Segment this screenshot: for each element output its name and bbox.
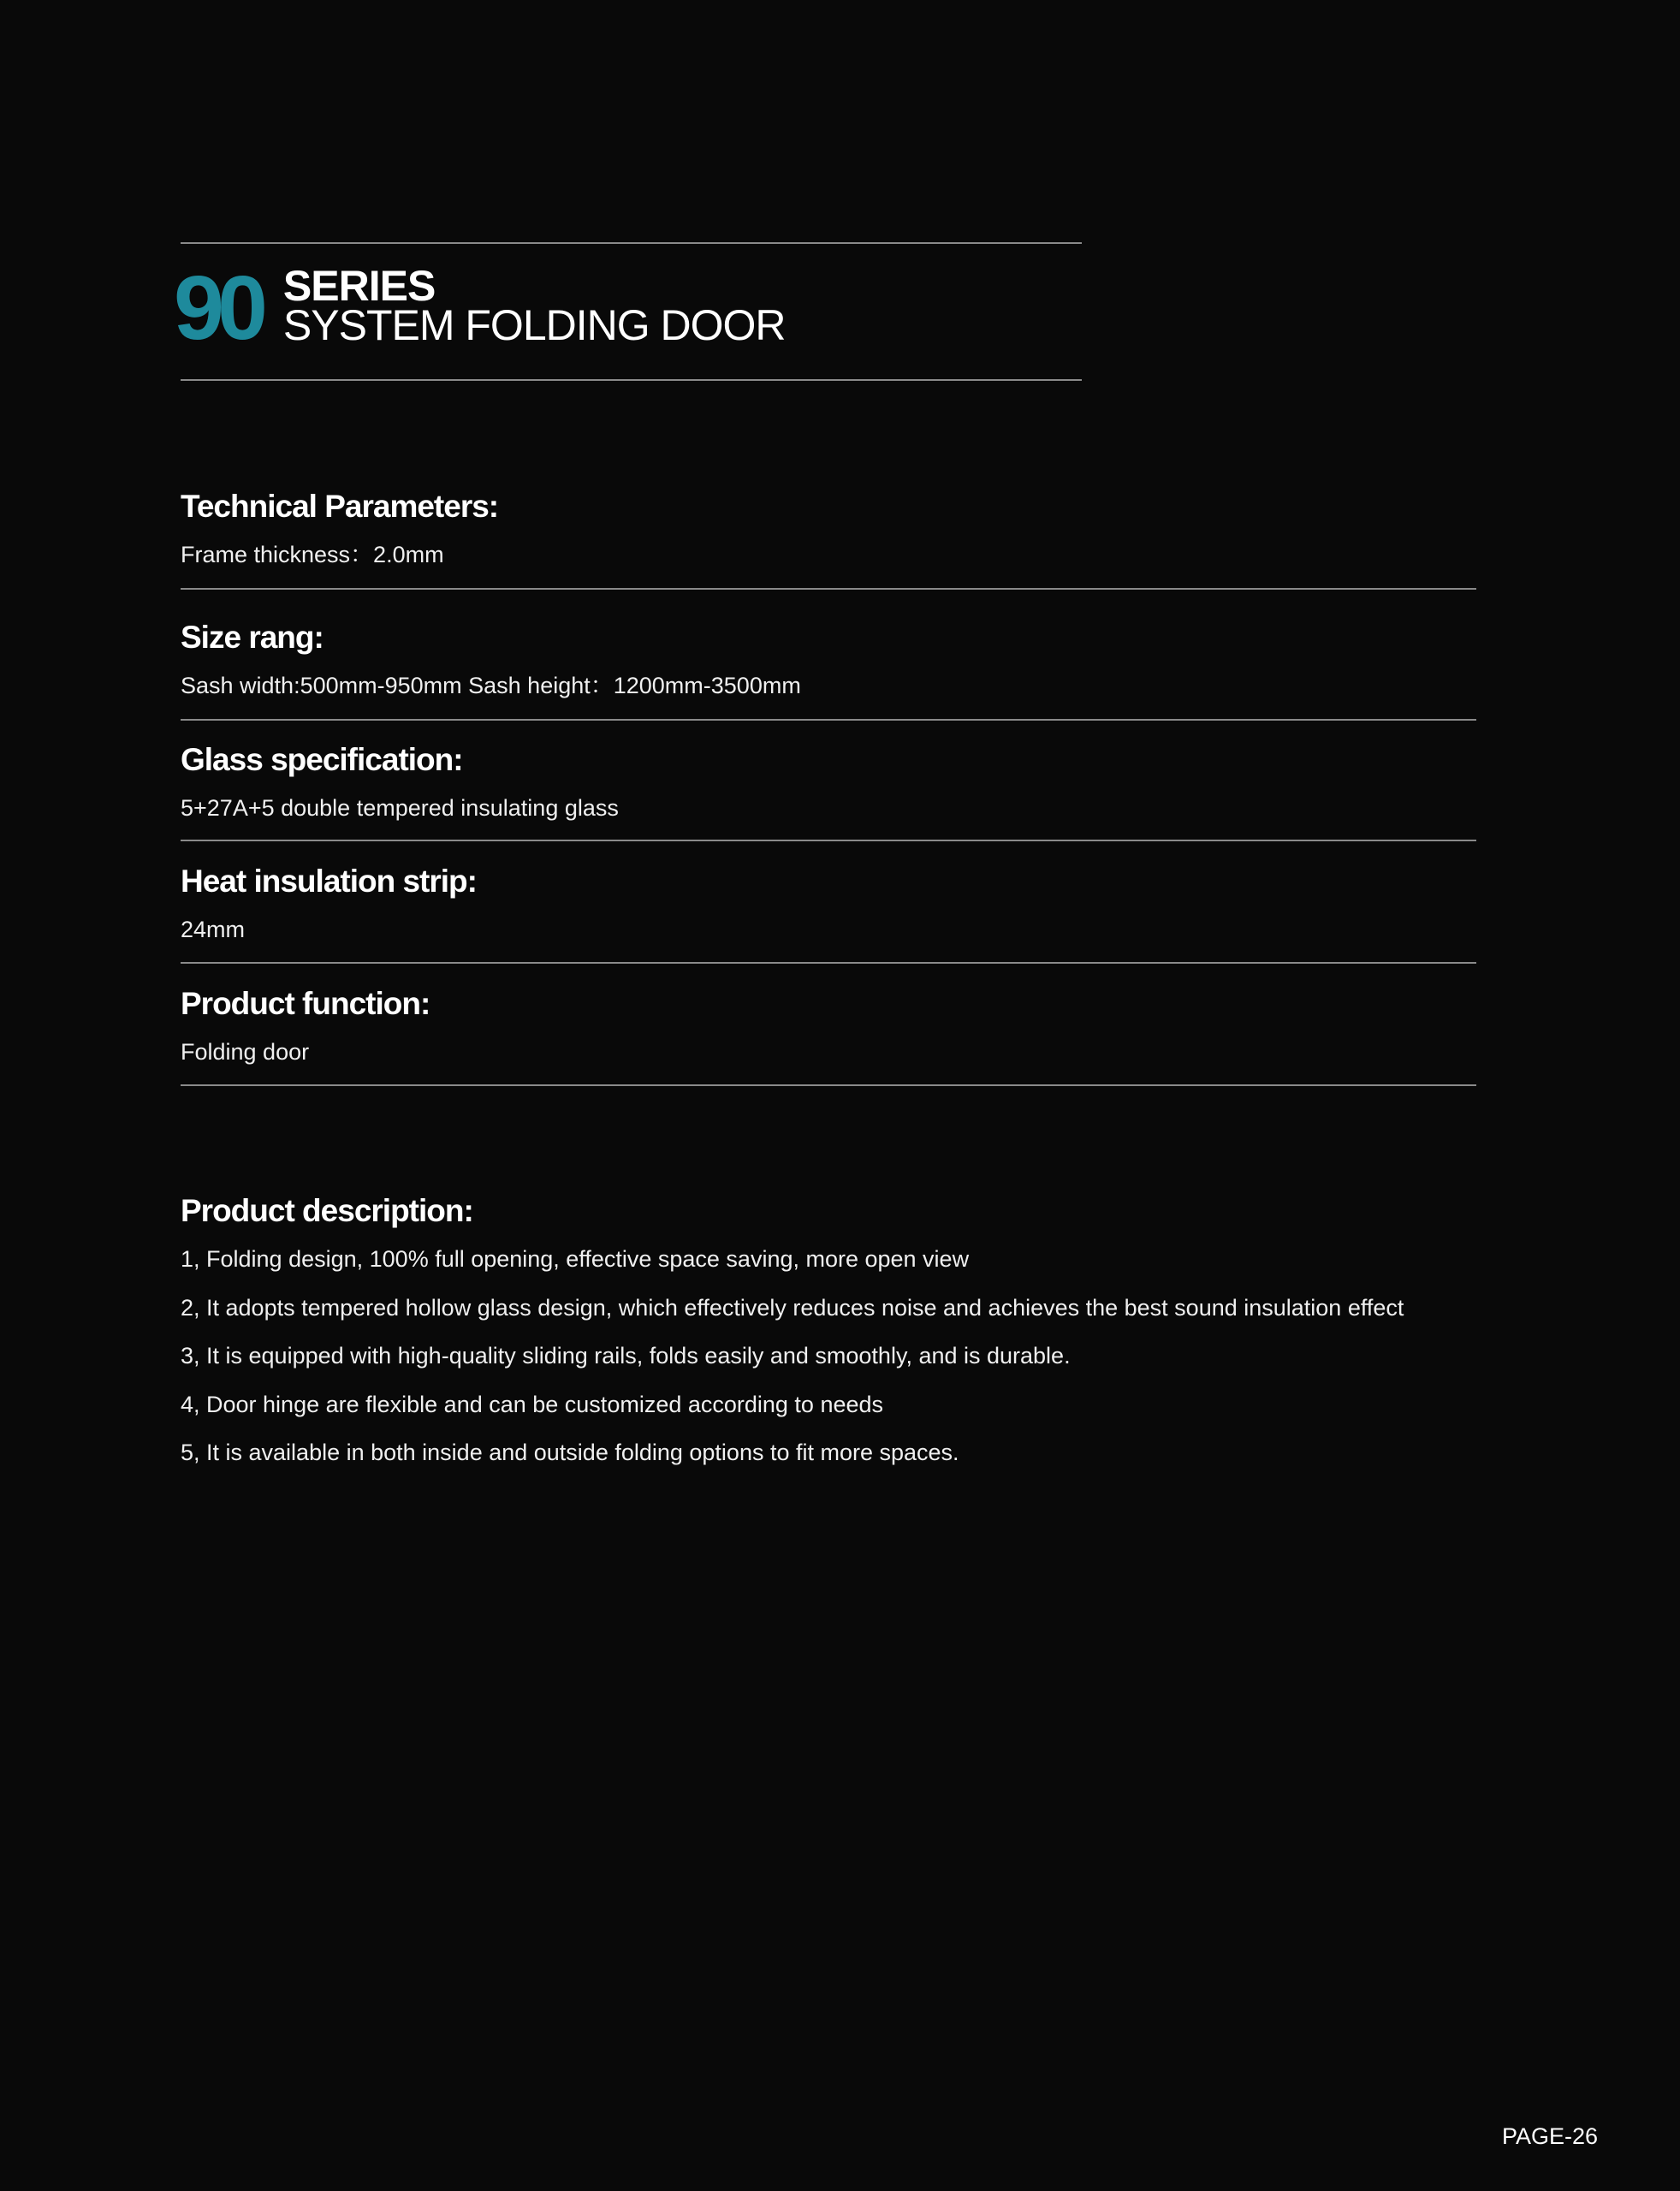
- section-heading: Size rang:: [181, 620, 324, 655]
- list-item: 1, Folding design, 100% full opening, effective space saving, more open view: [181, 1246, 970, 1272]
- section-divider: [181, 1084, 1476, 1086]
- section-product-description: [181, 1192, 1476, 1230]
- section-divider: [181, 588, 1476, 590]
- section-divider: [181, 719, 1476, 721]
- section-size-range: [181, 619, 1476, 699]
- section-heading: Glass specification:: [181, 742, 463, 777]
- list-item: 5, It is available in both inside and outside folding options to fit more spaces.: [181, 1440, 959, 1465]
- series-title: [174, 258, 786, 359]
- section-heat-insulation-strip: [181, 863, 1476, 943]
- section-divider: [181, 962, 1476, 964]
- list-item: 4, Door hinge are flexible and can be customized according to needs: [181, 1391, 884, 1417]
- section-product-function: [181, 985, 1476, 1066]
- title-top-rule: [181, 242, 1082, 244]
- section-heading: Technical Parameters:: [181, 489, 499, 524]
- section-text: 5+27A+5 double tempered insulating glass: [181, 795, 619, 821]
- list-item: 2, It adopts tempered hollow glass design, which effectively reduces noise and achieves the best sound insulation effect: [181, 1294, 1404, 1321]
- section-text: Folding door: [181, 1039, 310, 1065]
- section-heading: Heat insulation strip:: [181, 864, 477, 899]
- series-number: 90: [174, 258, 261, 359]
- series-title-text: [282, 261, 786, 349]
- section-heading: Product description:: [181, 1193, 473, 1228]
- section-heading: Product function:: [181, 986, 430, 1021]
- description-list: [181, 1245, 1516, 1487]
- series-word: SERIES: [282, 262, 436, 310]
- section-glass-specification: [181, 741, 1476, 822]
- product-name: SYSTEM FOLDING DOOR: [282, 301, 786, 349]
- section-text: Sash width:500mm-950mm Sash height：1200mm-3500mm: [181, 673, 801, 698]
- list-item: 3, It is equipped with high-quality sliding rails, folds easily and smoothly, and is durable.: [181, 1343, 1071, 1369]
- page-number: PAGE-26: [1501, 2123, 1598, 2149]
- section-divider: [181, 840, 1476, 841]
- section-text: 24mm: [181, 917, 246, 942]
- title-bottom-rule: [181, 379, 1082, 381]
- section-text: Frame thickness：2.0mm: [181, 542, 444, 567]
- section-technical-parameters: [181, 488, 1476, 568]
